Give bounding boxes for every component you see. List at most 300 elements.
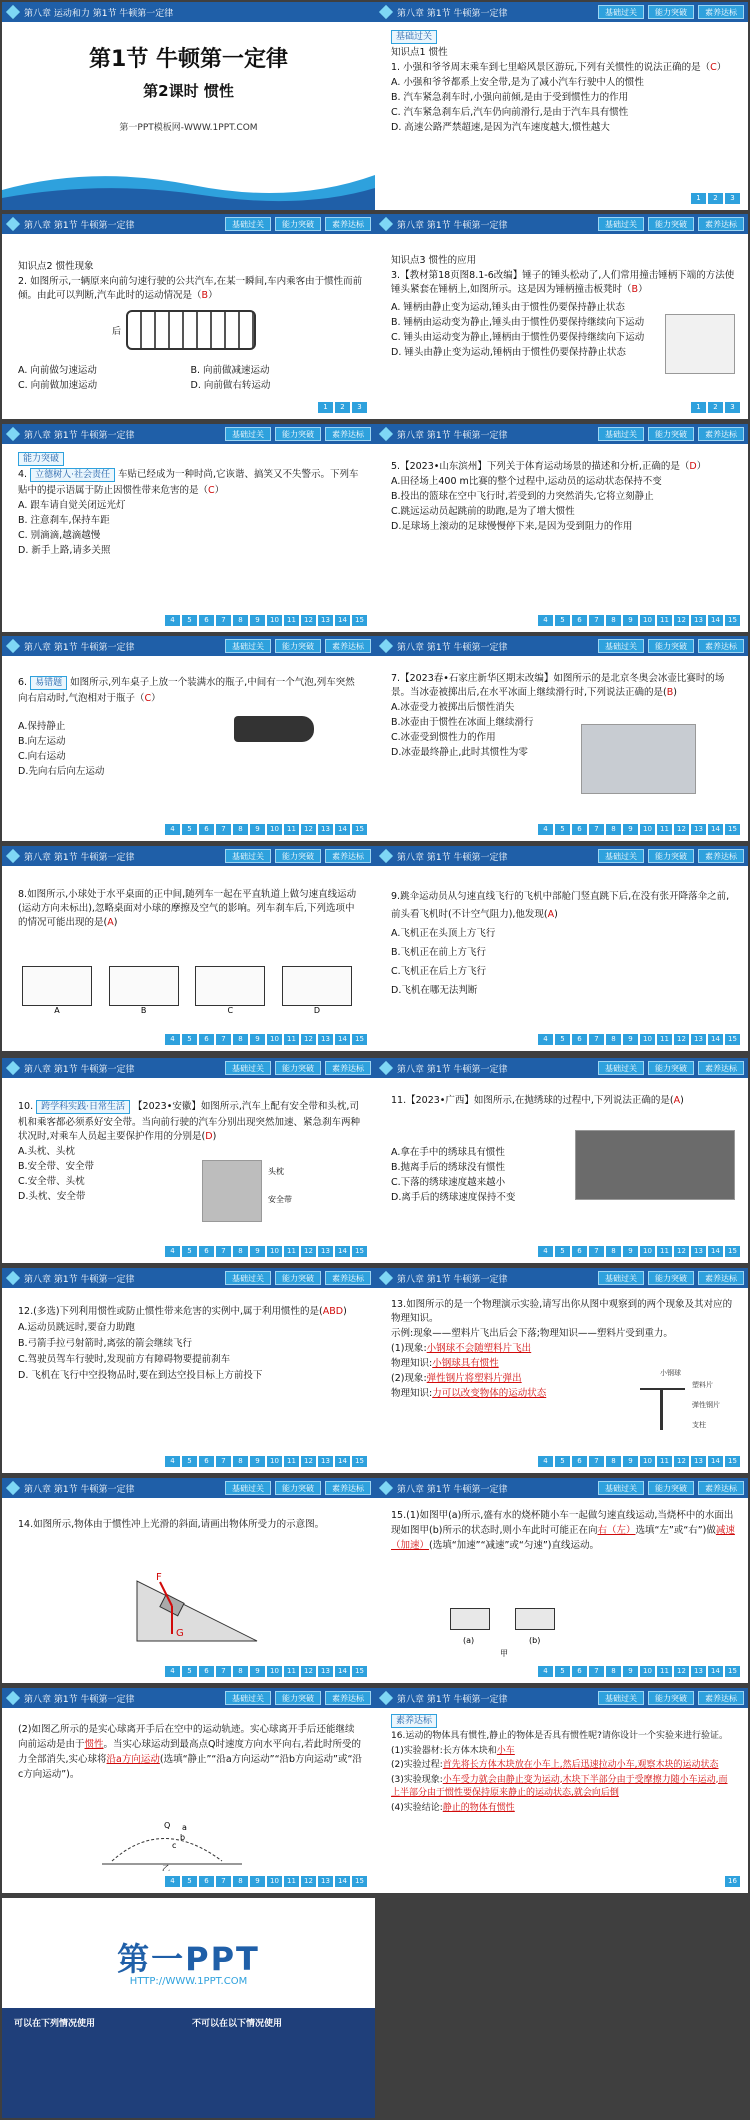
page-link[interactable]: 8 (233, 1666, 248, 1677)
page-link[interactable]: 7 (216, 1666, 231, 1677)
page-link[interactable]: 6 (199, 824, 214, 835)
section-label: 第八章 第1节 牛顿第一定律 (397, 1275, 508, 1285)
page-link[interactable]: 10 (640, 824, 655, 835)
page-link[interactable]: 7 (216, 1034, 231, 1045)
option: B. 注意刹车,保持车距 (18, 515, 110, 526)
page-link[interactable]: 4 (538, 1034, 553, 1045)
nav-basic[interactable]: 基础过关 (598, 1481, 644, 1495)
nav-literacy[interactable]: 素养达标 (325, 639, 371, 653)
page-link[interactable]: 12 (674, 1456, 689, 1467)
option: A. 向前做匀速运动 (18, 365, 97, 376)
page-link[interactable]: 7 (589, 824, 604, 835)
nav-literacy[interactable]: 素养达标 (698, 5, 744, 19)
page-link[interactable]: 15 (725, 1456, 740, 1467)
diamond-icon (379, 427, 393, 441)
page-link[interactable]: 14 (335, 1034, 350, 1045)
nav-literacy[interactable]: 素养达标 (698, 639, 744, 653)
page-link[interactable]: 8 (606, 1034, 621, 1045)
page-link[interactable]: 13 (318, 1034, 333, 1045)
page-link[interactable]: 11 (284, 1246, 299, 1257)
nav-ability[interactable]: 能力突破 (275, 427, 321, 441)
answer-line: (1)现象:小钢球不会随塑料片飞出 (391, 1343, 532, 1354)
page-link[interactable]: 14 (708, 1034, 723, 1045)
section-label: 第八章 第1节 牛顿第一定律 (397, 221, 508, 231)
page-link[interactable]: 15 (352, 1246, 367, 1257)
page-link[interactable]: 6 (199, 615, 214, 626)
page-link[interactable]: 10 (640, 1034, 655, 1045)
page-link[interactable]: 14 (335, 1246, 350, 1257)
answer-line: (3)实验现象:小车受力就会由静止变为运动,木块下半部分由于受摩擦力随小车运动,而上半部分由于惯性要保持原来静止的运动状态,就会向后倒 (391, 1774, 728, 1798)
pagination-long (165, 1246, 367, 1257)
page-link[interactable]: 5 (555, 1666, 570, 1677)
slide-17 (2, 1688, 375, 1893)
page-link[interactable]: 6 (572, 824, 587, 835)
diamond-icon (379, 1271, 393, 1285)
page-link[interactable]: 8 (233, 1456, 248, 1467)
page-link[interactable]: 9 (250, 615, 265, 626)
page-link[interactable]: 10 (267, 1246, 282, 1257)
page-link[interactable]: 9 (623, 615, 638, 626)
page-link[interactable]: 7 (216, 1876, 231, 1887)
page-link[interactable]: 9 (250, 824, 265, 835)
page-link[interactable]: 7 (216, 615, 231, 626)
page-link[interactable]: 13 (318, 1666, 333, 1677)
page-link[interactable]: 12 (674, 1246, 689, 1257)
section-label: 第八章 第1节 牛顿第一定律 (24, 853, 135, 863)
page-link[interactable]: 11 (657, 1456, 672, 1467)
page-link[interactable]: 12 (674, 1666, 689, 1677)
section-label: 第八章 第1节 牛顿第一定律 (397, 431, 508, 441)
header-bar (375, 2, 748, 22)
page-link[interactable]: 10 (267, 1876, 282, 1887)
page-link[interactable]: 12 (301, 615, 316, 626)
nav-basic[interactable]: 基础过关 (225, 639, 271, 653)
pagination-long (165, 1666, 367, 1677)
page-link[interactable]: 6 (199, 1034, 214, 1045)
nav-literacy[interactable]: 素养达标 (698, 1481, 744, 1495)
nav-ability[interactable]: 能力突破 (648, 639, 694, 653)
page-link[interactable]: 4 (538, 1666, 553, 1677)
header-bar (375, 424, 748, 444)
page-link[interactable]: 7 (216, 1456, 231, 1467)
slide-ad (2, 1898, 375, 2118)
page-link[interactable]: 7 (589, 1034, 604, 1045)
page-link[interactable]: 15 (352, 1456, 367, 1467)
page-link[interactable]: 13 (318, 1456, 333, 1467)
label-seatbelt: 安全带 (268, 1195, 292, 1204)
option: C.飞机正在后上方飞行 (391, 966, 487, 977)
page-link[interactable]: 11 (657, 824, 672, 835)
page-link[interactable]: 3 (725, 402, 740, 413)
nav-basic[interactable]: 基础过关 (225, 1691, 271, 1705)
page-link[interactable]: 12 (301, 1666, 316, 1677)
page-link[interactable]: 7 (589, 1456, 604, 1467)
page-link[interactable]: 9 (623, 824, 638, 835)
page-link[interactable]: 10 (267, 615, 282, 626)
slide-18 (375, 1688, 748, 1893)
pagination-long (165, 1034, 367, 1045)
page-link[interactable]: 7 (216, 824, 231, 835)
nav-basic[interactable]: 基础过关 (225, 1481, 271, 1495)
nav-literacy[interactable]: 素养达标 (325, 1481, 371, 1495)
beaker-car-figure: (a) (b) 甲 (445, 1600, 585, 1658)
page-link[interactable]: 11 (284, 1456, 299, 1467)
question-16: 16.运动的物体具有惯性,静止的物体是否具有惯性呢?请你设计一个实验来进行验证。 (391, 1731, 728, 1741)
nav-literacy[interactable]: 素养达标 (698, 427, 744, 441)
page-link[interactable]: 9 (250, 1876, 265, 1887)
page-link[interactable]: 13 (691, 615, 706, 626)
page-link[interactable]: 10 (267, 1666, 282, 1677)
page-link[interactable]: 13 (318, 824, 333, 835)
page-link[interactable]: 12 (674, 1034, 689, 1045)
page-link[interactable]: 9 (623, 1034, 638, 1045)
page-link[interactable]: 9 (250, 1456, 265, 1467)
question-15-2: (2)如图乙所示的是实心球离开手后在空中的运动轨迹。实心球离开手后还能继续向前运动是由于惯性。当实心球运动到最高点Q时速度方向水平向右,若此时所受的力全部消失,实心球将沿a方向运动(选填“静止”“沿a方向运动”“沿b方向运动”或“沿c方向运动”)。 (18, 1724, 362, 1780)
page-link[interactable]: 8 (233, 615, 248, 626)
nav-ability[interactable]: 能力突破 (648, 1061, 694, 1075)
page-link[interactable]: 1 (318, 402, 333, 413)
nav-basic[interactable]: 基础过关 (598, 639, 644, 653)
page-link[interactable]: 13 (691, 824, 706, 835)
page-link[interactable]: 12 (301, 1456, 316, 1467)
page-link[interactable]: 5 (555, 824, 570, 835)
page-link[interactable]: 4 (165, 1034, 180, 1045)
page-link[interactable]: 6 (199, 1246, 214, 1257)
page-link[interactable]: 6 (572, 1666, 587, 1677)
nav-basic[interactable]: 基础过关 (598, 427, 644, 441)
option: B. 汽车紧急刹车时,小强向前倾,是由于受到惯性力的作用 (391, 92, 629, 103)
slide-8 (375, 636, 748, 841)
page-link[interactable]: 8 (606, 1666, 621, 1677)
section-label: 第八章 第1节 牛顿第一定律 (397, 853, 508, 863)
diamond-icon (6, 1691, 20, 1705)
option: C.安全带、头枕 (18, 1176, 85, 1187)
page-link[interactable]: 11 (284, 1034, 299, 1045)
example: 示例:现象——塑料片飞出后会下落;物理知识——塑料片受到重力。 (391, 1328, 673, 1339)
nav-basic[interactable]: 基础过关 (598, 217, 644, 231)
page-link[interactable]: 8 (606, 1246, 621, 1257)
cover-foot: 第一PPT模板网-WWW.1PPT.COM (119, 123, 258, 133)
bottle-figure (234, 716, 314, 742)
page-link[interactable]: 2 (708, 193, 723, 204)
question-7: 7.【2023春•石家庄新华区期末改编】如图所示的是北京冬奥会冰壶比赛时的场景。当冰壶被掷出后,在水平冰面上继续滑行时,下列说法正确的是(B) (391, 673, 725, 698)
page-link[interactable]: 2 (708, 402, 723, 413)
page-link[interactable]: 12 (301, 824, 316, 835)
page-link[interactable]: 14 (335, 1876, 350, 1887)
page-link[interactable]: 13 (318, 1876, 333, 1887)
diamond-icon (6, 5, 20, 19)
page-link[interactable]: 9 (250, 1666, 265, 1677)
nav-ability[interactable]: 能力突破 (648, 1691, 694, 1705)
header-bar (2, 636, 375, 656)
nav-ability[interactable]: 能力突破 (648, 849, 694, 863)
header-bar (375, 636, 748, 656)
nav-basic[interactable]: 基础过关 (598, 5, 644, 19)
page-link[interactable]: 4 (165, 824, 180, 835)
section-label: 第八章 第1节 牛顿第一定律 (397, 9, 508, 19)
option: B.飞机正在前上方飞行 (391, 947, 487, 958)
nav-ability[interactable]: 能力突破 (648, 427, 694, 441)
page-link[interactable]: 5 (182, 615, 197, 626)
page-link[interactable]: 8 (233, 1246, 248, 1257)
diamond-icon (379, 217, 393, 231)
diamond-icon (6, 849, 20, 863)
page-link[interactable]: 10 (640, 1666, 655, 1677)
diamond-icon (379, 1691, 393, 1705)
page-link[interactable]: 6 (572, 1456, 587, 1467)
page-link[interactable]: 13 (691, 1456, 706, 1467)
page-link[interactable]: 5 (182, 1876, 197, 1887)
page-link[interactable]: 11 (284, 615, 299, 626)
option: C. 锤头由运动变为静止,锤柄由于惯性仍要保持继续向下运动 (391, 332, 645, 343)
nav-literacy[interactable]: 素养达标 (698, 217, 744, 231)
option: D.离手后的绣球速度保持不变 (391, 1192, 516, 1203)
page-link[interactable]: 11 (284, 1666, 299, 1677)
diamond-icon (379, 1061, 393, 1075)
slide-15 (2, 1478, 375, 1683)
nav-ability[interactable]: 能力突破 (648, 5, 694, 19)
nav-basic[interactable]: 基础过关 (598, 1271, 644, 1285)
page-link[interactable]: 6 (572, 615, 587, 626)
diamond-icon (6, 427, 20, 441)
page-link[interactable]: 10 (267, 1456, 282, 1467)
nav-basic[interactable]: 基础过关 (225, 217, 271, 231)
option: C.向右运动 (18, 751, 66, 762)
nav-ability[interactable]: 能力突破 (275, 1481, 321, 1495)
nav-ability[interactable]: 能力突破 (275, 849, 321, 863)
page-link[interactable]: 8 (606, 824, 621, 835)
page-link[interactable]: 6 (199, 1456, 214, 1467)
section-label: 第八章 第1节 牛顿第一定律 (24, 1065, 135, 1075)
page-link[interactable]: 1 (691, 193, 706, 204)
nav-literacy[interactable]: 素养达标 (698, 849, 744, 863)
nav-literacy[interactable]: 素养达标 (325, 427, 371, 441)
page-link[interactable]: 11 (284, 1876, 299, 1887)
section-label: 第八章 第1节 牛顿第一定律 (397, 643, 508, 653)
hammer-figure (665, 314, 735, 374)
page-link[interactable]: 5 (182, 1456, 197, 1467)
page-link[interactable]: 12 (674, 824, 689, 835)
page-link[interactable]: 15 (725, 615, 740, 626)
page-link[interactable]: 13 (691, 1246, 706, 1257)
page-link[interactable]: 9 (623, 1456, 638, 1467)
page-link[interactable]: 6 (199, 1666, 214, 1677)
nav-literacy[interactable]: 素养达标 (698, 1061, 744, 1075)
page-link[interactable]: 10 (267, 824, 282, 835)
slide-4 (375, 214, 748, 419)
nav-basic[interactable]: 基础过关 (598, 1061, 644, 1075)
page-link[interactable]: 8 (606, 1456, 621, 1467)
page-link[interactable]: 6 (199, 1876, 214, 1887)
question-2: 2. 如图所示,一辆原来向前匀速行驶的公共汽车,在某一瞬间,车内乘客由于惯性而前倾。由此可以判断,汽车此时的运动情况是（B） (18, 276, 363, 301)
nav-literacy[interactable]: 素养达标 (325, 1061, 371, 1075)
page-link[interactable]: 14 (708, 824, 723, 835)
nav-ability[interactable]: 能力突破 (275, 639, 321, 653)
page-link[interactable]: 11 (657, 1034, 672, 1045)
page-link[interactable]: 8 (233, 1034, 248, 1045)
option: B.安全带、安全带 (18, 1161, 95, 1172)
page-link[interactable]: 15 (352, 824, 367, 835)
page-link[interactable]: 14 (335, 1666, 350, 1677)
page-link[interactable]: 5 (555, 1456, 570, 1467)
option: B.冰壶由于惯性在冰面上继续滑行 (391, 717, 534, 728)
page-link[interactable]: 15 (352, 1034, 367, 1045)
page-link[interactable]: 15 (725, 1246, 740, 1257)
nav-literacy[interactable]: 素养达标 (325, 1691, 371, 1705)
page-link[interactable]: 13 (318, 1246, 333, 1257)
page-link[interactable]: 13 (691, 1666, 706, 1677)
page-link[interactable]: 10 (640, 1246, 655, 1257)
nav-basic[interactable]: 基础过关 (225, 849, 271, 863)
option: C. 汽车紧急刹车后,汽车仍向前滑行,是由于汽车具有惯性 (391, 107, 629, 118)
question-15: 15.(1)如图甲(a)所示,盛有水的烧杯随小车一起做匀速直线运动,当烧杯中的水面出现如图甲(b)所示的状态时,则小车此时可能正在向右（左）选填“左”或“右”)做减速（加速）(选填“加速”“减速”或“匀速”)直线运动。 (391, 1510, 735, 1551)
answer-line: (1)实验器材:长方体木块和小车 (391, 1745, 515, 1756)
page-link[interactable]: 4 (165, 1456, 180, 1467)
header-bar (2, 846, 375, 866)
nav-ability[interactable]: 能力突破 (648, 1481, 694, 1495)
trajectory-figure (102, 1816, 242, 1871)
page-link[interactable]: 14 (708, 615, 723, 626)
page-link[interactable]: 4 (538, 1246, 553, 1257)
page-link[interactable]: 10 (640, 615, 655, 626)
experiment-figure: 小钢球 塑料片 弹性钢片 支柱 (630, 1368, 735, 1438)
page-link[interactable]: 7 (216, 1246, 231, 1257)
page-link[interactable]: 9 (250, 1034, 265, 1045)
page-link[interactable]: 15 (352, 1876, 367, 1887)
nav-ability[interactable]: 能力突破 (275, 1061, 321, 1075)
page-link[interactable]: 2 (335, 402, 350, 413)
cover-subtitle: 第2课时 惯性 (143, 82, 234, 100)
page-link[interactable]: 6 (572, 1246, 587, 1257)
page-link[interactable]: 13 (691, 1034, 706, 1045)
page-link[interactable]: 1 (691, 402, 706, 413)
page-link[interactable]: 11 (657, 1666, 672, 1677)
nav-literacy[interactable]: 素养达标 (698, 1271, 744, 1285)
page-link[interactable]: 11 (284, 824, 299, 835)
diamond-icon (6, 217, 20, 231)
page-link[interactable]: 3 (352, 402, 367, 413)
page-link[interactable]: 11 (657, 615, 672, 626)
nav-ability[interactable]: 能力突破 (275, 217, 321, 231)
section-label: 第八章 第1节 牛顿第一定律 (24, 643, 135, 653)
question-11: 11.【2023•广西】如图所示,在抛绣球的过程中,下列说法正确的是(A) (391, 1095, 684, 1106)
page-link[interactable]: 5 (555, 1034, 570, 1045)
page-link[interactable]: 4 (538, 615, 553, 626)
nav-ability[interactable]: 能力突破 (275, 1271, 321, 1285)
nav-basic[interactable]: 基础过关 (225, 1061, 271, 1075)
page-link[interactable]: 12 (301, 1034, 316, 1045)
page-link[interactable]: 14 (708, 1246, 723, 1257)
nav-basic[interactable]: 基础过关 (598, 1691, 644, 1705)
nav-literacy[interactable]: 素养达标 (325, 217, 371, 231)
page-link[interactable]: 5 (555, 1246, 570, 1257)
page-link[interactable]: 8 (606, 615, 621, 626)
pagination-long (165, 615, 367, 626)
page-link[interactable]: 10 (640, 1456, 655, 1467)
page-link[interactable]: 6 (572, 1034, 587, 1045)
nav-basic[interactable]: 基础过关 (225, 427, 271, 441)
page-link[interactable]: 14 (335, 824, 350, 835)
nav-ability[interactable]: 能力突破 (648, 217, 694, 231)
page-link[interactable]: 11 (657, 1246, 672, 1257)
page-link[interactable]: 5 (182, 1666, 197, 1677)
header-bar (375, 1268, 748, 1288)
nav-ability[interactable]: 能力突破 (275, 1691, 321, 1705)
page-link[interactable]: 4 (538, 1456, 553, 1467)
page-link[interactable]: 15 (725, 1034, 740, 1045)
page-link[interactable]: 8 (233, 1876, 248, 1887)
page-link[interactable]: 8 (233, 824, 248, 835)
page-link[interactable]: 10 (267, 1034, 282, 1045)
ad-heading-can: 可以在下列情况使用 (14, 2019, 96, 2029)
page-link[interactable]: 13 (318, 615, 333, 626)
page-link[interactable]: 9 (250, 1246, 265, 1257)
pagination-long (165, 824, 367, 835)
nav-basic[interactable]: 基础过关 (225, 1271, 271, 1285)
slide-2 (375, 2, 748, 210)
nav-basic[interactable]: 基础过关 (598, 849, 644, 863)
diamond-icon (6, 1061, 20, 1075)
page-link[interactable]: 14 (708, 1456, 723, 1467)
page-link[interactable]: 16 (725, 1876, 740, 1887)
page-link[interactable]: 4 (165, 1246, 180, 1257)
page-link[interactable]: 3 (725, 193, 740, 204)
header-bar (375, 214, 748, 234)
page-link[interactable]: 15 (352, 615, 367, 626)
page-link[interactable]: 15 (725, 824, 740, 835)
page-link[interactable]: 7 (589, 615, 604, 626)
slide-11 (2, 1058, 375, 1263)
nav-literacy[interactable]: 素养达标 (325, 849, 371, 863)
page-link[interactable]: 5 (182, 1034, 197, 1045)
page-link[interactable]: 5 (555, 615, 570, 626)
page-link[interactable]: 5 (182, 824, 197, 835)
page-link[interactable]: 7 (589, 1666, 604, 1677)
nav-literacy[interactable]: 素养达标 (325, 1271, 371, 1285)
nav-literacy[interactable]: 素养达标 (698, 1691, 744, 1705)
page-link[interactable]: 5 (182, 1246, 197, 1257)
embroidered-ball-photo (575, 1130, 735, 1200)
page-link[interactable]: 4 (165, 1666, 180, 1677)
section-label: 第八章 第1节 牛顿第一定律 (24, 1695, 135, 1705)
page-link[interactable]: 12 (301, 1246, 316, 1257)
page-link[interactable]: 12 (674, 615, 689, 626)
curling-photo (581, 724, 696, 794)
page-link[interactable]: 14 (335, 1456, 350, 1467)
slide-14 (375, 1268, 748, 1473)
page-link[interactable]: 4 (165, 615, 180, 626)
page-link[interactable]: 9 (623, 1246, 638, 1257)
page-link[interactable]: 14 (708, 1666, 723, 1677)
train-figures: A B C D (22, 966, 352, 1026)
label-headrest: 头枕 (268, 1167, 284, 1176)
page-link[interactable]: 4 (165, 1876, 180, 1887)
page-link[interactable]: 15 (725, 1666, 740, 1677)
page-link[interactable]: 15 (352, 1666, 367, 1677)
option: B.投出的篮球在空中飞行时,若受到的力突然消失,它将立刻静止 (391, 491, 654, 502)
header-bar (375, 1058, 748, 1078)
page-link[interactable]: 9 (623, 1666, 638, 1677)
option: D. 新手上路,请多关照 (18, 545, 111, 556)
page-link[interactable]: 7 (589, 1246, 604, 1257)
page-link[interactable]: 4 (538, 824, 553, 835)
header-bar (375, 1478, 748, 1498)
pagination-long (538, 615, 740, 626)
page-link[interactable]: 14 (335, 615, 350, 626)
nav-ability[interactable]: 能力突破 (648, 1271, 694, 1285)
page-link[interactable]: 12 (301, 1876, 316, 1887)
wave-decoration (2, 160, 375, 210)
